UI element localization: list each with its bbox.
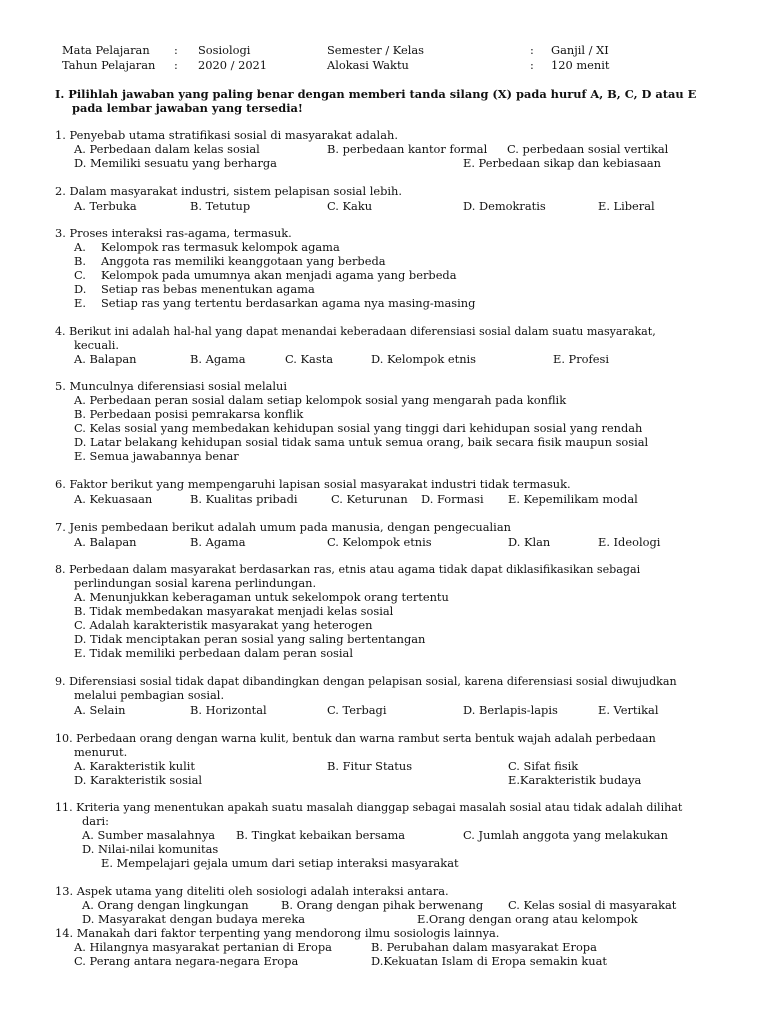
option-a: A. Menunjukkan keberagaman untuk sekelompok orang tertentu <box>74 590 449 604</box>
option-a: A. Perbedaan peran sosial dalam setiap kelompok sosial yang mengarah pada konflik <box>74 393 567 407</box>
question-text: 8. Perbedaan dalam masyarakat berdasarkan ras, etnis atau agama tidak dapat diklasifikasikan sebagai <box>55 563 641 576</box>
option-a: A. Kekuasaan <box>74 492 153 506</box>
option-b: Anggota ras memiliki keanggotaan yang berbeda <box>101 254 386 268</box>
option-e: E. Vertikal <box>598 703 659 717</box>
option-c: C. Kelas sosial yang membedakan kehidupan sosial yang tinggi dari kehidupan sosial yang rendah <box>74 421 643 435</box>
option-a: Kelompok ras termasuk kelompok agama <box>101 240 340 254</box>
option-a: A. Hilangnya masyarakat pertanian di Eropa <box>74 940 332 954</box>
option-d: D. Demokratis <box>463 199 546 213</box>
year-value: 2020 / 2021 <box>198 58 268 72</box>
option-d: D. Memiliki sesuatu yang berharga <box>74 156 277 170</box>
time-label: Alokasi Waktu <box>327 58 409 72</box>
option-e: E. Tidak memiliki perbedaan dalam peran sosial <box>74 646 353 660</box>
option-c: C. Jumlah anggota yang melakukan <box>463 828 668 842</box>
option-e: Setiap ras yang tertentu berdasarkan agama nya masing-masing <box>101 296 476 310</box>
option-e: E.Karakteristik budaya <box>508 773 642 787</box>
question-text-cont: dari: <box>82 814 110 828</box>
option-b: B. Perubahan dalam masyarakat Eropa <box>371 940 597 954</box>
question-text: 11. Kriteria yang menentukan apakah suatu masalah dianggap sebagai masalah sosial atau tidak adalah dilihat <box>55 801 683 814</box>
option-letter: C. <box>74 268 86 282</box>
option-letter: B. <box>74 254 86 268</box>
option-d: D. Kelompok etnis <box>371 352 477 366</box>
question-text-cont: perlindungan sosial karena perlindungan. <box>74 576 317 590</box>
question-text: 9. Diferensiasi sosial tidak dapat dibandingkan dengan pelapisan sosial, karena diferensiasi sosial diwujudkan <box>55 675 677 688</box>
subject-value: Sosiologi <box>198 43 251 57</box>
option-b: B. Kualitas pribadi <box>190 492 298 506</box>
option-d: D. Latar belakang kehidupan sosial tidak sama untuk semua orang, baik secara fisik maupun sosial <box>74 435 649 449</box>
option-b: B. Agama <box>190 535 246 549</box>
option-a: A. Perbedaan dalam kelas sosial <box>74 142 260 156</box>
question-text-cont: menurut. <box>74 745 128 759</box>
separator: : <box>530 43 534 57</box>
option-d: D.Kekuatan Islam di Eropa semakin kuat <box>371 954 608 968</box>
option-a: A. Terbuka <box>74 199 137 213</box>
question-text: 5. Munculnya diferensiasi sosial melalui <box>55 379 288 393</box>
option-e: E. Kepemilikam modal <box>508 492 638 506</box>
option-e: E. Perbedaan sikap dan kebiasaan <box>463 156 662 170</box>
option-b: B. Orang dengan pihak berwenang <box>281 898 484 912</box>
question-text: 3. Proses interaksi ras-agama, termasuk. <box>55 226 292 240</box>
option-c: C. perbedaan sosial vertikal <box>507 142 669 156</box>
question-text: 13. Aspek utama yang diteliti oleh sosiologi adalah interaksi antara. <box>55 884 449 898</box>
question-text: 2. Dalam masyarakat industri, sistem pelapisan sosial lebih. <box>55 184 403 198</box>
option-a: A. Balapan <box>74 535 137 549</box>
option-e: E. Liberal <box>598 199 655 213</box>
subject-label: Mata Pelajaran <box>62 43 150 57</box>
question-text: 6. Faktor berikut yang mempengaruhi lapisan sosial masyarakat industri tidak termasuk. <box>55 477 571 491</box>
option-c: C. Terbagi <box>327 703 387 717</box>
option-e: E.Orang dengan orang atau kelompok <box>417 912 638 926</box>
question-text: 14. Manakah dari faktor terpenting yang mendorong ilmu sosiologis lainnya. <box>55 926 500 940</box>
separator: : <box>174 43 178 57</box>
option-c: C. Adalah karakteristik masyarakat yang heterogen <box>74 618 373 632</box>
option-b: B. Agama <box>190 352 246 366</box>
option-d: D. Nilai-nilai komunitas <box>82 842 219 856</box>
option-b: B. Perbedaan posisi pemrakarsa konflik <box>74 407 304 421</box>
separator: : <box>530 58 534 72</box>
semester-value: Ganjil / XI <box>551 43 609 57</box>
option-a: A. Karakteristik kulit <box>74 759 196 773</box>
option-a: A. Balapan <box>74 352 137 366</box>
option-b: B. Tidak membedakan masyarakat menjadi kelas sosial <box>74 604 394 618</box>
option-c: C. Keturunan <box>331 492 408 506</box>
option-c: C. Perang antara negara-negara Eropa <box>74 954 299 968</box>
option-c: Kelompok pada umumnya akan menjadi agama yang berbeda <box>101 268 457 282</box>
option-e: E. Ideologi <box>598 535 661 549</box>
option-c: C. Kelas sosial di masyarakat <box>508 898 677 912</box>
option-d: D. Tidak menciptakan peran sosial yang saling bertentangan <box>74 632 426 646</box>
separator: : <box>174 58 178 72</box>
option-b: B. Horizontal <box>190 703 267 717</box>
year-label: Tahun Pelajaran <box>62 58 156 72</box>
semester-label: Semester / Kelas <box>327 43 424 57</box>
instruction-line: I. Pilihlah jawaban yang paling benar dengan memberi tanda silang (X) pada huruf A, B, C, D atau E <box>55 87 697 101</box>
time-value: 120 menit <box>551 58 610 72</box>
option-letter: E. <box>74 296 86 310</box>
option-b: B. perbedaan kantor formal <box>327 142 488 156</box>
question-text: 1. Penyebab utama stratifikasi sosial di masyarakat adalah. <box>55 128 398 142</box>
option-d: Setiap ras bebas menentukan agama <box>101 282 315 296</box>
option-b: B. Tetutup <box>190 199 251 213</box>
option-e: E. Semua jawabannya benar <box>74 449 239 463</box>
option-d: D. Klan <box>508 535 551 549</box>
option-letter: D. <box>74 282 87 296</box>
question-text-cont: melalui pembagian sosial. <box>74 688 225 702</box>
question-text-cont: kecuali. <box>74 338 120 352</box>
option-a: A. Orang dengan lingkungan <box>82 898 249 912</box>
instruction-line: pada lembar jawaban yang tersedia! <box>72 101 303 115</box>
option-d: D. Masyarakat dengan budaya mereka <box>82 912 306 926</box>
question-text: 4. Berikut ini adalah hal-hal yang dapat menandai keberadaan diferensiasi sosial dalam suatu masyarakat, <box>55 325 656 338</box>
option-letter: A. <box>74 240 86 254</box>
option-b: B. Fitur Status <box>327 759 413 773</box>
option-e: E. Mempelajari gejala umum dari setiap interaksi masyarakat <box>101 856 459 870</box>
question-text: 7. Jenis pembedaan berikut adalah umum pada manusia, dengan pengecualian <box>55 520 511 534</box>
option-d: D. Berlapis-lapis <box>463 703 558 717</box>
option-e: E. Profesi <box>553 352 609 366</box>
option-d: D. Formasi <box>421 492 484 506</box>
option-c: C. Kasta <box>285 352 334 366</box>
option-d: D. Karakteristik sosial <box>74 773 203 787</box>
option-b: B. Tingkat kebaikan bersama <box>236 828 406 842</box>
option-a: A. Sumber masalahnya <box>82 828 216 842</box>
option-c: C. Kelompok etnis <box>327 535 432 549</box>
option-c: C. Kaku <box>327 199 373 213</box>
question-text: 10. Perbedaan orang dengan warna kulit, bentuk dan warna rambut serta bentuk wajah adalah perbedaan <box>55 732 656 745</box>
option-c: C. Sifat fisik <box>508 759 579 773</box>
option-a: A. Selain <box>74 703 126 717</box>
